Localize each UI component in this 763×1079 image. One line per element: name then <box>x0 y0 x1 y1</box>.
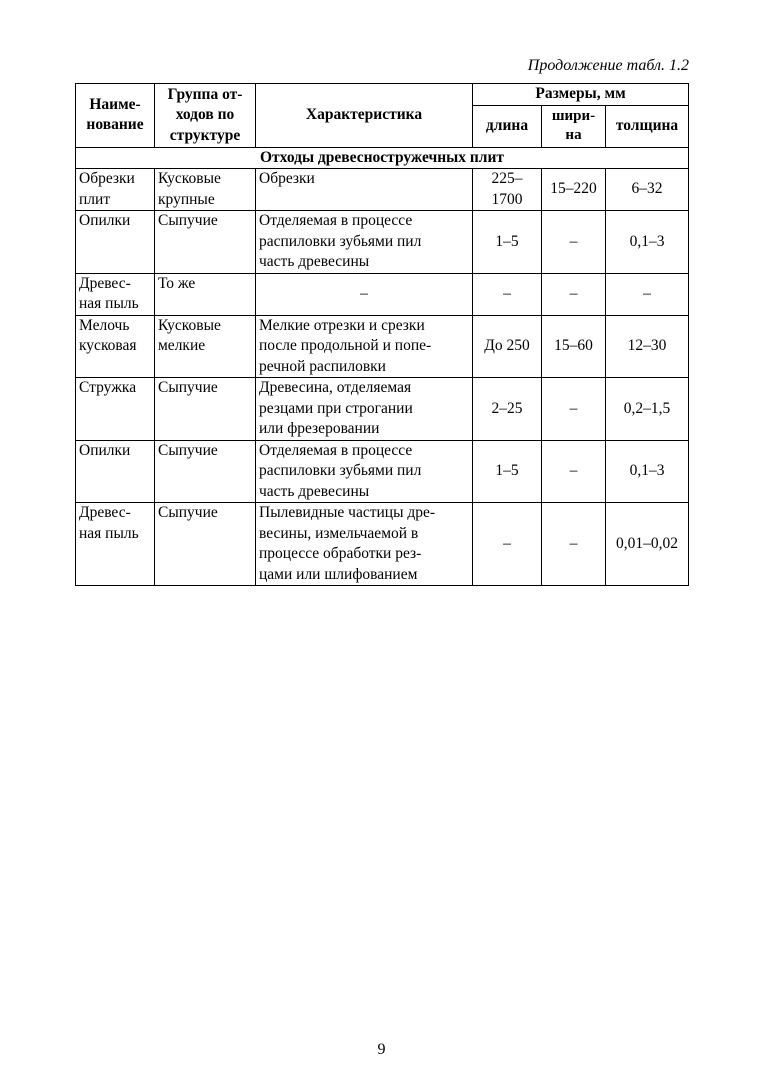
cell-characteristic: Древесина, отделяемая резцами при строгании или фрезеровании <box>256 378 473 441</box>
cell-group: Сыпучие <box>155 440 256 503</box>
cell-width: – <box>542 273 606 315</box>
cell-thickness: 0,01–0,02 <box>606 503 689 586</box>
cell-name: Опилки <box>76 440 155 503</box>
table-row <box>76 315 689 378</box>
cell-group: Сыпучие <box>155 503 256 586</box>
cell-width: 15–60 <box>542 315 606 378</box>
cell-characteristic: Отделяемая в процессе распиловки зубьями пил часть древесины <box>256 440 473 503</box>
cell-thickness: 12–30 <box>606 315 689 378</box>
cell-group: То же <box>155 273 256 315</box>
cell-name: Древес- ная пыль <box>76 273 155 315</box>
cell-name: Опилки <box>76 211 155 274</box>
cell-name: Стружка <box>76 378 155 441</box>
cell-width: – <box>542 211 606 274</box>
table-row <box>76 503 689 586</box>
cell-length: – <box>473 273 542 315</box>
waste-table <box>75 83 689 586</box>
cell-thickness: 6–32 <box>606 169 689 211</box>
cell-characteristic: Обрезки <box>256 169 473 211</box>
table-row <box>76 378 689 441</box>
header-group: Группа от- ходов по структуре <box>155 84 256 148</box>
cell-group: Сыпучие <box>155 211 256 274</box>
cell-length: 2–25 <box>473 378 542 441</box>
cell-width: – <box>542 440 606 503</box>
header-sizes: Размеры, мм <box>473 84 689 106</box>
cell-name: Древес- ная пыль <box>76 503 155 586</box>
cell-name: Мелочь кусковая <box>76 315 155 378</box>
cell-group: Кусковые крупные <box>155 169 256 211</box>
cell-length: До 250 <box>473 315 542 378</box>
table-caption: Продолжение табл. 1.2 <box>527 57 689 74</box>
cell-width: 15–220 <box>542 169 606 211</box>
cell-group: Кусковые мелкие <box>155 315 256 378</box>
cell-name: Обрезки плит <box>76 169 155 211</box>
cell-thickness: 0,1–3 <box>606 440 689 503</box>
cell-length: – <box>473 503 542 586</box>
cell-thickness: 0,1–3 <box>606 211 689 274</box>
cell-characteristic: Отделяемая в процессе распиловки зубьями пил часть древесины <box>256 211 473 274</box>
page-number: 9 <box>377 1041 386 1058</box>
cell-width: – <box>542 378 606 441</box>
cell-thickness: – <box>606 273 689 315</box>
cell-length: 225– 1700 <box>473 169 542 211</box>
cell-characteristic: Мелкие отрезки и срезки после продольной и попе- речной распиловки <box>256 315 473 378</box>
header-thickness: толщина <box>606 105 689 147</box>
cell-group: Сыпучие <box>155 378 256 441</box>
cell-thickness: 0,2–1,5 <box>606 378 689 441</box>
table-row <box>76 169 689 211</box>
header-name: Наиме- нование <box>76 84 155 148</box>
cell-characteristic: – <box>256 273 473 315</box>
header-length: длина <box>473 105 542 147</box>
table-row <box>76 440 689 503</box>
cell-characteristic: Пылевидные частицы дре- весины, измельчаемой в процессе обработки рез- цами или шлифованием <box>256 503 473 586</box>
table-row <box>76 211 689 274</box>
cell-length: 1–5 <box>473 440 542 503</box>
table-row <box>76 273 689 315</box>
header-characteristic: Характеристика <box>256 84 473 148</box>
cell-width: – <box>542 503 606 586</box>
cell-length: 1–5 <box>473 211 542 274</box>
header-width: шири- на <box>542 105 606 147</box>
section-title: Отходы древесностружечных плит <box>76 147 689 169</box>
